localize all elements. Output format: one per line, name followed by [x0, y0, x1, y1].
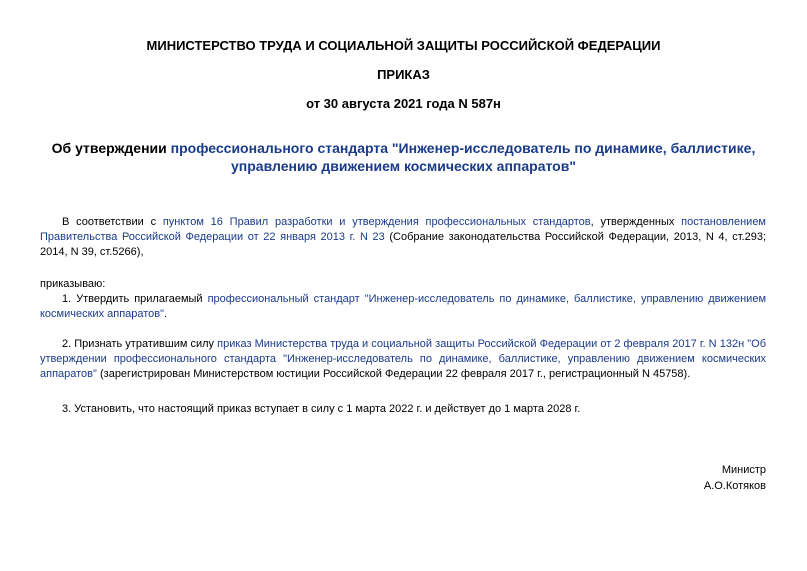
intro-text-1: В соответствии с	[62, 216, 163, 228]
title-standard-link[interactable]: профессионального стандарта "Инженер-исследователь по динамике, баллистике, управлению движением космических аппаратов"	[170, 140, 756, 174]
government-decree-link[interactable]: постановлением Правительства Российской Федерации от 22 января 2013 г. N 23	[40, 216, 766, 243]
standard-link[interactable]: профессиональный стандарт "Инженер-исследователь по динамике, баллистике, управлению движением космических аппаратов"	[40, 293, 767, 320]
intro-paragraph	[40, 215, 766, 260]
signature-name: А.О.Котяков	[703, 480, 766, 492]
item-1-paragraph	[40, 292, 766, 322]
title-prefix: Об утверждении	[51, 140, 171, 156]
item-2-text-2: (зарегистрирован Министерством юстиции Российской Федерации 22 февраля 2017 г., регистрационный N 45758).	[96, 368, 691, 380]
date-number-heading: от 30 августа 2021 года N 587н	[306, 96, 501, 111]
document-title	[40, 139, 767, 175]
previous-order-link[interactable]: приказ Министерства труда и социальной защиты Российской Федерации от 2 февраля 2017 г. N 132н "Об утверждении профессионального стандарта "Инженер-исследователь по динамике, баллистике, управлению движением космических аппаратов"	[40, 338, 767, 380]
order-word: приказываю:	[40, 278, 106, 290]
ministry-heading: МИНИСТЕРСТВО ТРУДА И СОЦИАЛЬНОЙ ЗАЩИТЫ РОССИЙСКОЙ ФЕДЕРАЦИИ	[146, 38, 661, 53]
item-1-text-1: 1. Утвердить прилагаемый	[62, 293, 208, 305]
item-2-paragraph	[40, 337, 766, 382]
item-3-paragraph: 3. Установить, что настоящий приказ вступает в силу с 1 марта 2022 г. и действует до 1 марта 2028 г.	[62, 403, 581, 415]
item-2-text-1: 2. Признать утратившим силу	[62, 338, 218, 350]
rules-link[interactable]: пунктом 16 Правил разработки и утверждения профессиональных стандартов	[162, 216, 591, 228]
doc-type-heading: ПРИКАЗ	[377, 67, 430, 82]
intro-text-2: , утвержденных	[590, 216, 682, 228]
item-1-text-2: .	[164, 308, 168, 320]
intro-text-3: (Собрание законодательства Российской Федерации, 2013, N 4, ст.293; 2014, N 39, ст.5266),	[40, 231, 767, 258]
signature-position: Министр	[721, 464, 766, 476]
